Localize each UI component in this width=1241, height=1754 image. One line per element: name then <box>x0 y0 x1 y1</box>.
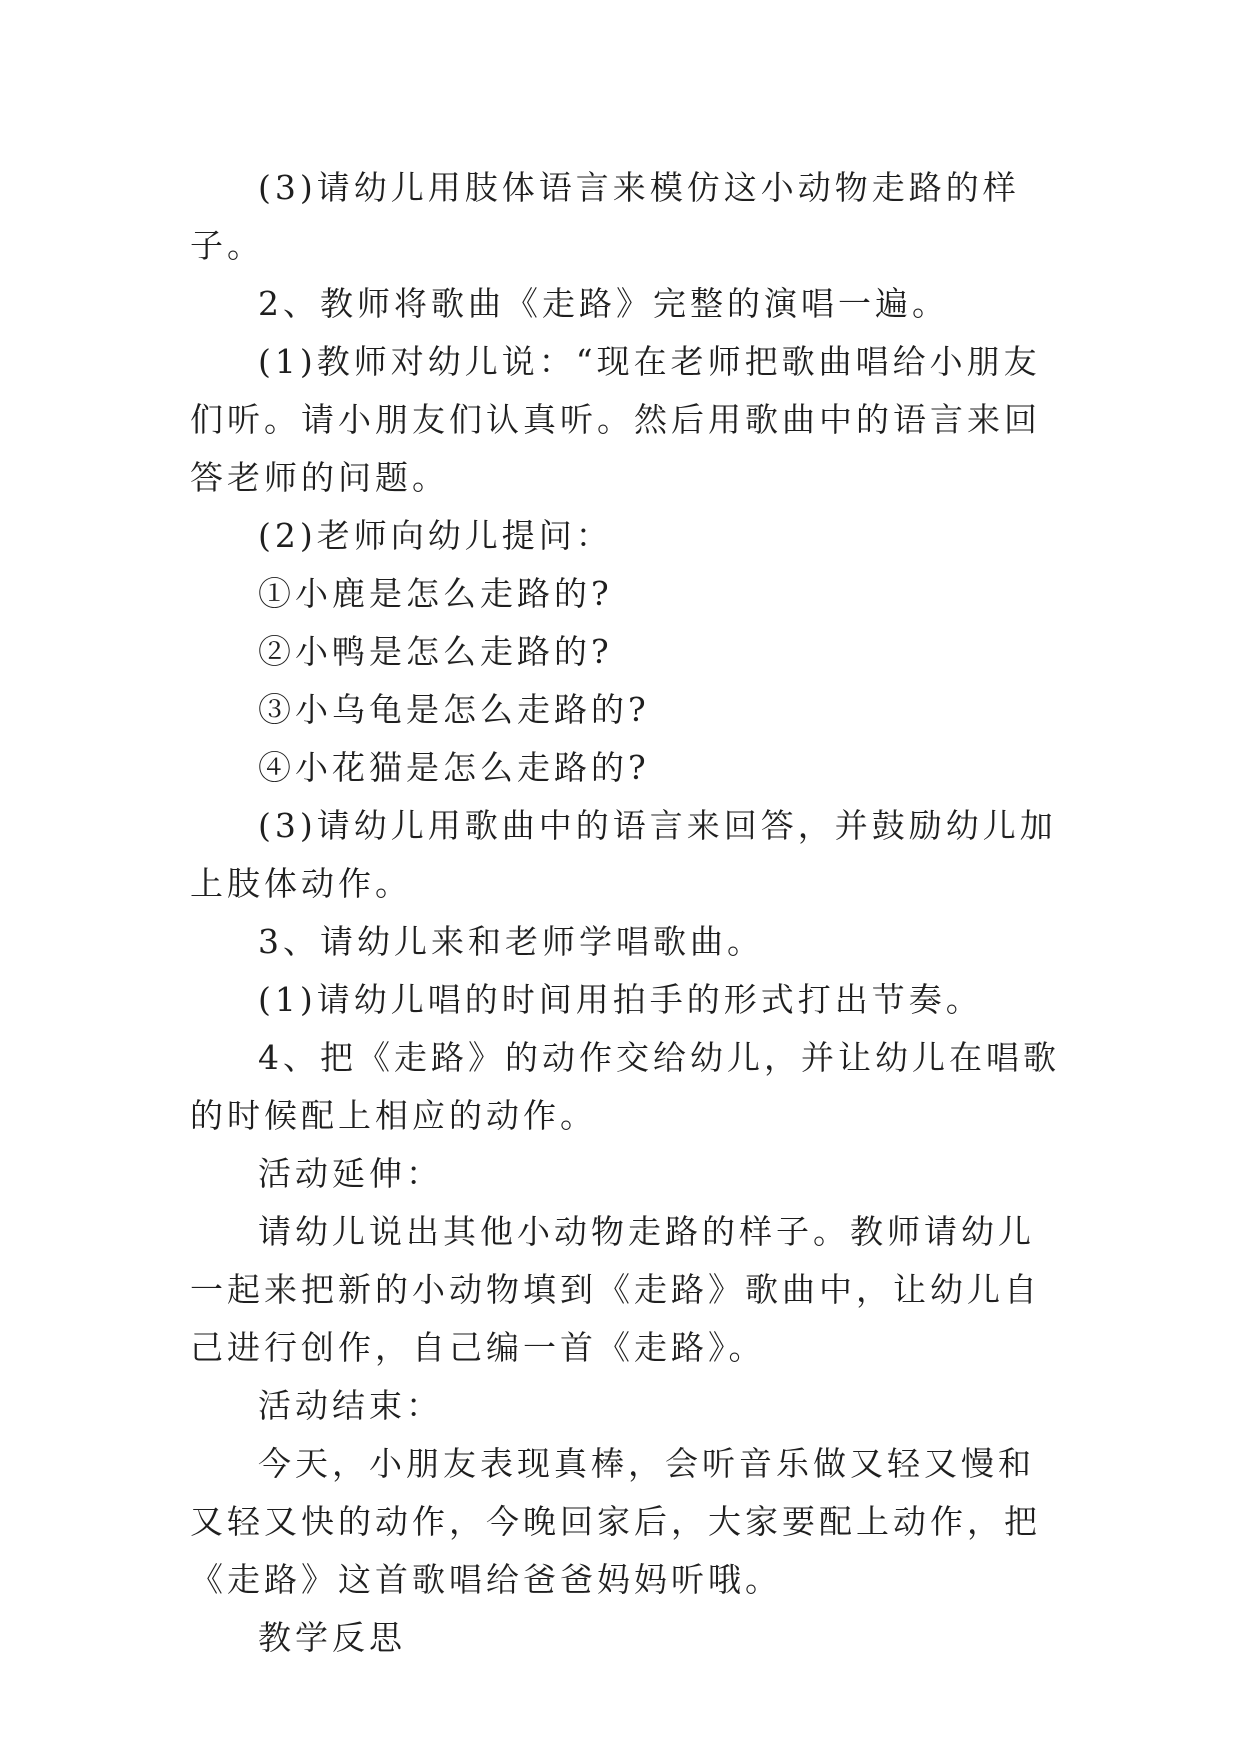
list-item: ③小乌龟是怎么走路的? <box>258 690 650 729</box>
paragraph: (1)请幼儿唱的时间用拍手的形式打出节奏。 <box>258 980 983 1019</box>
paragraph: 2、教师将歌曲《走路》完整的演唱一遍。 <box>258 284 949 323</box>
section-heading: 活动延伸： <box>258 1154 443 1193</box>
list-item: ④小花猫是怎么走路的? <box>258 748 650 787</box>
list-item: ②小鸭是怎么走路的? <box>258 632 613 671</box>
paragraph: 4、把《走路》的动作交给幼儿，并让幼儿在唱歌的时候配上相应的动作。 <box>190 1038 1060 1135</box>
paragraph: 今天，小朋友表现真棒，会听音乐做又轻又慢和又轻又快的动作，今晚回家后，大家要配上动作，把《走路》这首歌唱给爸爸妈妈听哦。 <box>190 1444 1041 1599</box>
section-heading: 活动结束： <box>258 1386 443 1425</box>
section-heading: 教学反思 <box>258 1618 406 1657</box>
paragraph: (3)请幼儿用歌曲中的语言来回答，并鼓励幼儿加上肢体动作。 <box>190 806 1057 903</box>
paragraph: 3、请幼儿来和老师学唱歌曲。 <box>258 922 764 961</box>
document-body <box>190 159 1070 1667</box>
paragraph: (1)教师对幼儿说：“现在老师把歌曲唱给小朋友们听。请小朋友们认真听。然后用歌曲中的语言来回答老师的问题。 <box>190 342 1041 497</box>
paragraph: (3)请幼儿用肢体语言来模仿这小动物走路的样子。 <box>190 168 1020 265</box>
list-item: ①小鹿是怎么走路的? <box>258 574 613 613</box>
paragraph: 请幼儿说出其他小动物走路的样子。教师请幼儿一起来把新的小动物填到《走路》歌曲中，让幼儿自己进行创作，自己编一首《走路》。 <box>190 1212 1041 1367</box>
paragraph: (2)老师向幼儿提问： <box>258 516 613 555</box>
